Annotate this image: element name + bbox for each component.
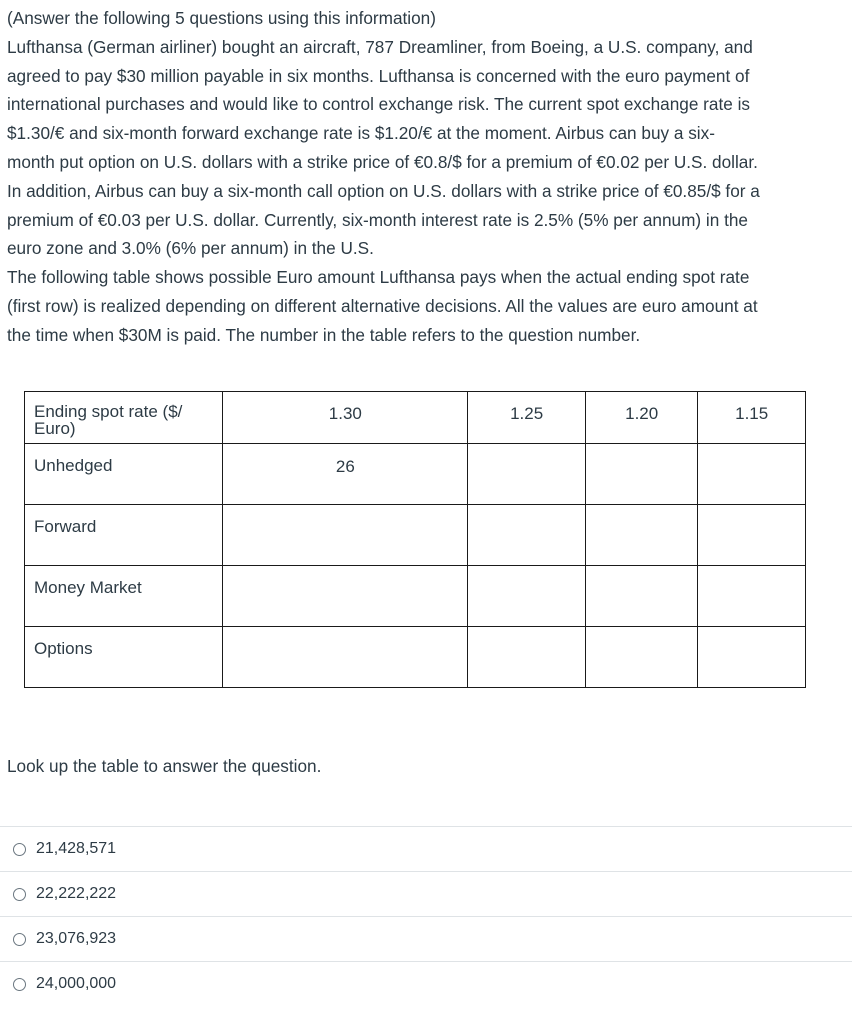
intro-line: Lufthansa (German airliner) bought an aircraft, 787 Dreamliner, from Boeing, a U.S. company, and bbox=[7, 36, 753, 57]
rate-header-cell: 1.30 bbox=[223, 392, 468, 444]
answer-option[interactable] bbox=[0, 826, 852, 871]
header-label-cell bbox=[25, 392, 223, 444]
radio-button[interactable] bbox=[13, 978, 26, 991]
radio-button[interactable] bbox=[13, 843, 26, 856]
header-label-line: Ending spot rate ($/ bbox=[34, 402, 183, 421]
answer-option[interactable] bbox=[0, 916, 852, 961]
header-label-line: Euro) bbox=[34, 419, 76, 438]
radio-button[interactable] bbox=[13, 888, 26, 901]
table-header-row bbox=[25, 392, 806, 444]
table-cell bbox=[223, 566, 468, 627]
answer-option[interactable] bbox=[0, 871, 852, 916]
row-label-cell: Options bbox=[25, 627, 223, 688]
intro-line: (Answer the following 5 questions using this information) bbox=[7, 8, 436, 28]
intro-line: international purchases and would like to control exchange risk. The current spot exchange rate is bbox=[7, 94, 750, 115]
row-label-cell: Unhedged bbox=[25, 444, 223, 505]
answer-option[interactable] bbox=[0, 961, 852, 1006]
answer-label: 24,000,000 bbox=[36, 975, 117, 992]
table-cell: 26 bbox=[223, 444, 468, 505]
table-cell bbox=[468, 505, 586, 566]
table-cell bbox=[223, 505, 468, 566]
table-cell bbox=[468, 627, 586, 688]
intro-line: euro zone and 3.0% (6% per annum) in the U.S. bbox=[7, 238, 374, 259]
table-cell bbox=[698, 505, 806, 566]
answer-label: 22,222,222 bbox=[36, 885, 117, 902]
table-cell bbox=[468, 444, 586, 505]
intro-line: In addition, Airbus can buy a six-month call option on U.S. dollars with a strike price of €0.85/$ for a bbox=[7, 180, 760, 201]
radio-button[interactable] bbox=[13, 933, 26, 946]
table-cell bbox=[223, 627, 468, 688]
intro-line: (first row) is realized depending on different alternative decisions. All the values are euro amount at bbox=[7, 295, 758, 316]
row-label-cell: Forward bbox=[25, 505, 223, 566]
question-prompt: Look up the table to answer the question. bbox=[7, 756, 322, 776]
intro-line: the time when $30M is paid. The number in the table refers to the question number. bbox=[7, 324, 641, 345]
intro-line: agreed to pay $30 million payable in six months. Lufthansa is concerned with the euro payment of bbox=[7, 65, 750, 86]
question-intro bbox=[7, 4, 849, 350]
answer-label: 21,428,571 bbox=[36, 840, 117, 857]
table-cell bbox=[586, 444, 698, 505]
intro-line: $1.30/€ and six-month forward exchange rate is $1.20/€ at the moment. Airbus can buy a six- bbox=[7, 123, 715, 144]
table-cell bbox=[698, 627, 806, 688]
table-cell bbox=[586, 505, 698, 566]
table-cell bbox=[586, 566, 698, 627]
table-cell bbox=[698, 566, 806, 627]
table-cell bbox=[698, 444, 806, 505]
rate-header-cell: 1.25 bbox=[468, 392, 586, 444]
intro-line: premium of €0.03 per U.S. dollar. Currently, six-month interest rate is 2.5% (5% per annum) in the bbox=[7, 209, 748, 230]
rate-header-cell: 1.15 bbox=[698, 392, 806, 444]
table-row-unhedged bbox=[25, 444, 806, 505]
intro-line: The following table shows possible Euro amount Lufthansa pays when the actual ending spot rate bbox=[7, 267, 750, 288]
table-row-money-market bbox=[25, 566, 806, 627]
answer-label: 23,076,923 bbox=[36, 930, 117, 947]
table-row-forward bbox=[25, 505, 806, 566]
hedging-table bbox=[24, 391, 806, 688]
table-row-options bbox=[25, 627, 806, 688]
rate-header-cell: 1.20 bbox=[586, 392, 698, 444]
intro-line: month put option on U.S. dollars with a strike price of €0.8/$ for a premium of €0.02 per U.S. dollar. bbox=[7, 151, 758, 172]
answer-list bbox=[0, 826, 852, 1006]
row-label-cell: Money Market bbox=[25, 566, 223, 627]
table-cell bbox=[586, 627, 698, 688]
table-cell bbox=[468, 566, 586, 627]
